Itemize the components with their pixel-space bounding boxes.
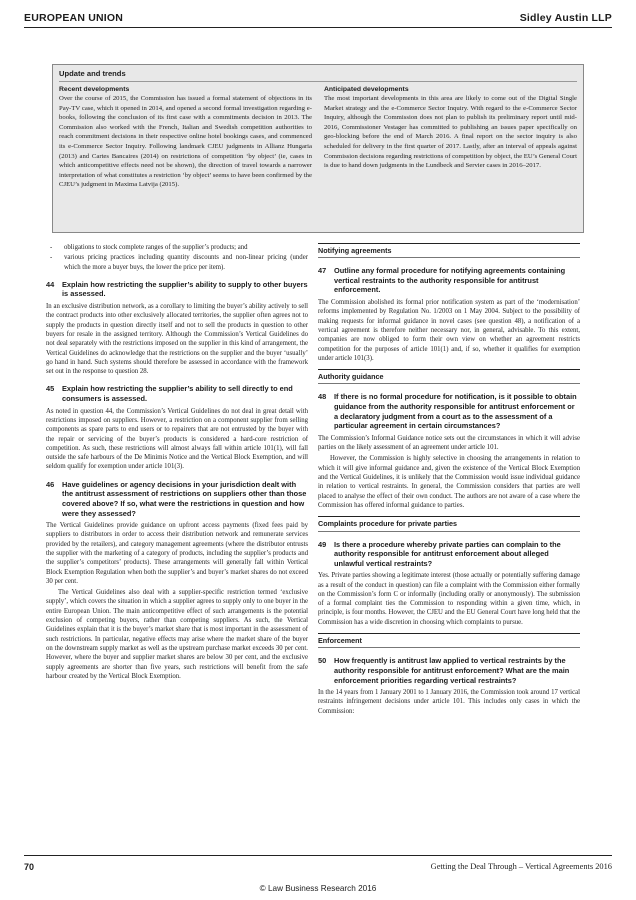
- answer-paragraph: In an exclusive distribution network, as a corollary to limiting the buyer’s ability actively to sell the contract products into other exclusively allocated territories, the supplier often agrees not to supply the products in question directly itself and not to sell the products in question to other buyers for resale in the assigned territory. Although the Commission’s Vertical Guidelines do not deal separately with the restrictions imposed on the supplier in this kind of arrangement, the Vertical Guidelines do acknowledge that the restrictions on the supplier and the buyer ‘usually’ go hand in hand. Such systems should therefore be assessed in accordance with the framework set out in the response to question 28.: [46, 303, 308, 376]
- answer-paragraph: However, the Commission is highly selective in choosing the arrangements in relation to which it will give informal guidance and, given the existence of the Vertical Block Exemption and the Vertical Guidelines, it is unlikely that the Commission would issue individual guidance in relation to vertical restraints. In general, the Commission considers that parties are well placed to analyse the effect of their own conduct. The authors are not aware of a case where the Commission has offered informal guidance to parties.: [318, 455, 580, 509]
- answer-paragraph: Yes. Private parties showing a legitimate interest (those actually or potentially suffering damage as a result of the conduct in question) can file a complaint with the Commission either formally on the Commission’s form C or informally (including orally or anonymously). The submission of a formal complaint ties the Commission to responding within a given time, which, in principle, is four months. However, the CJEU and the EU General Court have long held that the Commission has a wide discretion in choosing which complaints to pursue.: [318, 572, 580, 626]
- header-firm: Sidley Austin LLP: [519, 12, 612, 24]
- section-complaints-procedure: Complaints procedure for private parties: [318, 516, 580, 531]
- copyright-notice: © Law Business Research 2016: [259, 884, 377, 893]
- anticipated-developments: [324, 86, 577, 190]
- question-number: 49: [318, 539, 327, 549]
- running-footer: [24, 862, 612, 872]
- question-number: 48: [318, 392, 327, 402]
- recent-developments: [59, 86, 312, 190]
- anticipated-developments-heading: Anticipated developments: [324, 86, 409, 93]
- question-title: Explain how restricting the supplier’s ability to supply to other buyers is assessed.: [62, 279, 308, 299]
- question-number: 50: [318, 656, 327, 666]
- question-49: [318, 540, 580, 569]
- answer-paragraph: The Vertical Guidelines provide guidance on upfront access payments (fixed fees paid by suppliers to distributors in order to access their distribution network and remunerate services provided by the retailers), and category management agreements (where the distributor entrusts the supplier with the marketing of a category of products, including the supplier’s products and the supplier’s competitors’ products). These arrangements will generally fall within Vertical Block Exemption Regulation when both the supplier’s and buyer’s market shares do not exceed 30 per cent.: [46, 522, 308, 585]
- update-and-trends-box: [52, 64, 584, 233]
- box-title: Update and trends: [59, 69, 577, 82]
- question-title: Have guidelines or agency decisions in your jurisdiction dealt with the antitrust assessment of restrictions on suppliers other than those covered above? If so, what were the restrictions in question and how were they assessed?: [62, 479, 307, 518]
- left-column: [46, 243, 308, 683]
- question-title: How frequently is antitrust law applied to vertical restraints by the authority responsible for antitrust enforcement? What are the main enforcement priorities regarding vertical restraints?: [334, 656, 570, 685]
- bullet-item: - various pricing practices including quantity discounts and non-linear pricing (under which the more a buyer buys, the lower the price per item).: [46, 253, 308, 272]
- question-number: 47: [318, 266, 327, 276]
- answer-paragraph: The Commission’s Informal Guidance notice sets out the circumstances in which it will advise parties on the likely assessment of an agreement under article 101.: [318, 434, 580, 452]
- section-authority-guidance: Authority guidance: [318, 369, 580, 384]
- running-header: [24, 8, 612, 28]
- publication-title: Getting the Deal Through – Vertical Agreements 2016: [430, 862, 612, 871]
- recent-developments-text: Over the course of 2015, the Commission has issued a formal statement of objections in its Pay-TV case, which it opened in 2014, and opened a second formal investigation regarding e-books, following the conclusion of its first case with a commitments decision in 2013. The Commission also worked with the French, Italian and Swedish competition authorities to reach commitment decisions in their respective online hotel bookings cases, and commenced its e-Commerce Sector Inquiry. Following landmark CJEU judgments in Allianz Hungaria (2013) and Cartes Bancaires (2014) on restrictions of competition ‘by object’ (ie, cases in which anticompetitive effects need not be shown), the direction of travel towards a narrower interpretation of what constitutes a restriction ‘by object’ seems to have been confirmed by the CJEU’s judgment in Maxima Latvija (2015).: [59, 95, 312, 189]
- answer-paragraph: The Commission abolished its formal prior notification system as part of the ‘modernisation’ reforms implemented by Regulation No. 1/2003 on 1 May 2004. Subject to the possibility of making requests for informal guidance in novel cases (see question 48), a notification of a vertical agreement is therefore neither necessary nor, in general, advisable. To this extent, companies are now obliged to form their own view on whether an agreement restricts competition for the purposes of article 101(1) and, if so, whether it qualifies for exemption under article 101(3).: [318, 299, 580, 362]
- question-number: 44: [46, 279, 55, 289]
- question-48: [318, 392, 580, 430]
- section-notifying-agreements: Notifying agreements: [318, 243, 580, 258]
- header-jurisdiction: EUROPEAN UNION: [24, 12, 124, 24]
- question-title: Is there a procedure whereby private parties can complain to the authority responsible for antitrust enforcement about alleged unlawful vertical restraints?: [334, 539, 561, 568]
- question-47: [318, 266, 580, 295]
- question-45: [46, 384, 308, 403]
- question-number: 46: [46, 479, 55, 489]
- answer-paragraph: As noted in question 44, the Commission’s Vertical Guidelines do not deal in great detail with restrictions imposed on suppliers. However, a restriction on a component supplier from selling components as spare parts to end users or to repairers that are not entrusted by the buyer with the repair or servicing of the buyer’s products is considered a hard-core restriction of competition. As such, these restrictions will almost always fall within article 101(1), will fall outside the safe harbours of the De Minimis Notice and the Vertical Block Exemption, and will seldom qualify for exemption under article 101(3).: [46, 407, 308, 471]
- bullet-item: - obligations to stock complete ranges of the supplier’s products; and: [46, 243, 308, 252]
- right-column: [318, 243, 580, 718]
- question-46: [46, 480, 308, 518]
- recent-developments-heading: Recent developments: [59, 86, 130, 93]
- page-number: 70: [24, 862, 35, 872]
- question-44: [46, 280, 308, 299]
- question-50: [318, 656, 580, 685]
- answer-paragraph: The Vertical Guidelines also deal with a supplier-specific restriction termed ‘exclusive supply’, which covers the situation in which a supplier agrees to supply only to one buyer in the entire European Union. The main anticompetitive effect of such arrangements is the potential exclusion of competing buyers, rather than competing suppliers. As such, the Vertical Guidelines explain that it is the buyer’s market share that is most important in the assessment of such restrictions. In particular, negative effects may arise where the market share of the buyer on the downstream supply market as well as the upstream purchase market exceeds 30 per cent. However, where the buyer and supplier market shares are below 30 per cent, and the exclusive supply agreements are shorter than five years, such restrictions will benefit from the safe harbour created by the Vertical Block Exemption.: [46, 589, 308, 680]
- question-title: Outline any formal procedure for notifying agreements containing vertical restraints to the authority responsible for antitrust enforcement.: [334, 266, 566, 295]
- footer-rule: [24, 855, 612, 856]
- section-enforcement: Enforcement: [318, 633, 580, 648]
- question-title: Explain how restricting the supplier’s ability to sell directly to end consumers is assessed.: [62, 384, 293, 404]
- anticipated-developments-text: The most important developments in this area are likely to come out of the Digital Single Market strategy and the e-Commerce Sector Inquiry. With regard to the e-Commerce Sector Inquiry, although the Commission does not plan to publish its preliminary report until mid-2016, Commissioner Vestager has committed to publishing an issues paper specifically on geo-blocking before the end of March 2016. A final report on the sector inquiry is also scheduled for delivery in the first quarter of 2017. Lastly, after an interval of appeals against Commission decisions regarding restrictions of competition by object, the EU’s General Court is due to hand down judgments in the Lundbeck and Servier cases in 2016–2017.: [324, 95, 577, 170]
- question-title: If there is no formal procedure for notification, is it possible to obtain guidance from the authority responsible for antitrust enforcement or a declaratory judgment from a court as to the assessment of a particular agreement in certain circumstances?: [334, 392, 577, 431]
- question-number: 45: [46, 384, 55, 394]
- answer-paragraph: In the 14 years from 1 January 2001 to 1 January 2016, the Commission took around 17 vertical restraints infringement decisions under article 101. This includes only cases in which the Commission:: [318, 689, 580, 715]
